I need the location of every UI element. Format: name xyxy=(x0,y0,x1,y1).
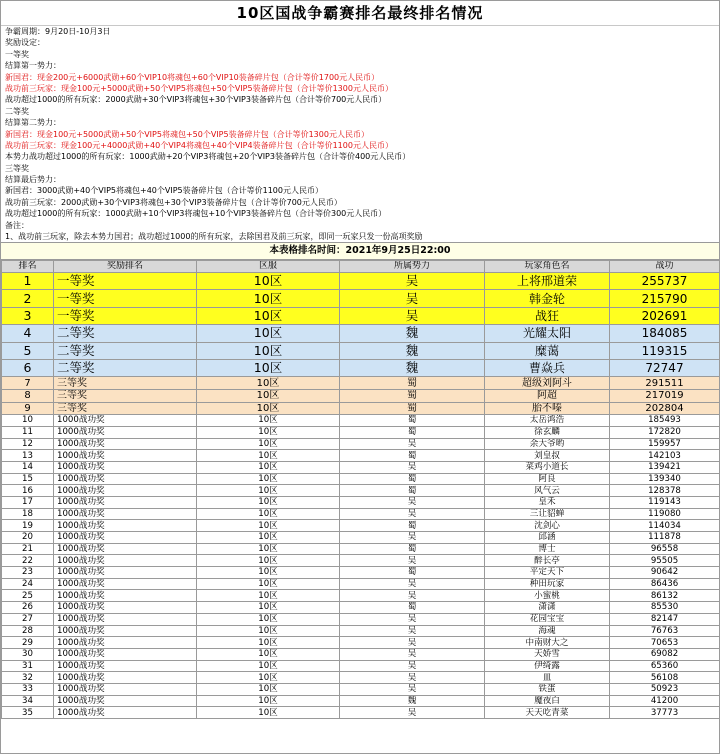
table-row xyxy=(2,695,720,707)
table-row xyxy=(2,555,720,567)
cell-server[interactable]: 10区 xyxy=(197,683,340,695)
cell-player-name[interactable]: 风气云 xyxy=(485,485,610,497)
cell-player-name[interactable]: 糜蔼 xyxy=(485,342,610,359)
cell-faction[interactable]: 吴 xyxy=(340,672,485,684)
cell-faction[interactable]: 吴 xyxy=(340,532,485,544)
cell-merit[interactable]: 202804 xyxy=(610,402,720,415)
cell-player-name[interactable]: 刘皇叔 xyxy=(485,450,610,462)
cell-award[interactable]: 1000战功奖 xyxy=(54,613,197,625)
cell-merit[interactable]: 184085 xyxy=(610,325,720,342)
cell-server[interactable]: 10区 xyxy=(197,508,340,520)
cell-server[interactable]: 10区 xyxy=(197,389,340,402)
cell-award[interactable]: 三等奖 xyxy=(54,377,197,390)
cell-faction[interactable]: 蜀 xyxy=(340,485,485,497)
note-line: 新国君：现金100元+5000武勋+50个VIP5将魂包+50个VIP5装备碎片包（合计等价1300元人民币） xyxy=(5,129,369,139)
cell-player-name[interactable]: 小蜜桃 xyxy=(485,590,610,602)
cell-player-name[interactable]: 菜鸡小道长 xyxy=(485,461,610,473)
cell-award[interactable]: 1000战功奖 xyxy=(54,461,197,473)
cell-rank[interactable]: 33 xyxy=(2,683,54,695)
note-line: 本势力战功超过1000的所有玩家：1000武勋+20个VIP3将魂包+20个VIP3装备碎片包（合计等价400元人民币） xyxy=(5,152,411,162)
cell-server[interactable]: 10区 xyxy=(197,555,340,567)
table-row xyxy=(2,637,720,649)
cell-faction[interactable]: 吴 xyxy=(340,637,485,649)
cell-faction[interactable]: 蜀 xyxy=(340,426,485,438)
cell-merit[interactable]: 139421 xyxy=(610,461,720,473)
cell-award[interactable]: 1000战功奖 xyxy=(54,508,197,520)
cell-server[interactable]: 10区 xyxy=(197,426,340,438)
cell-faction[interactable]: 蜀 xyxy=(340,602,485,614)
table-row xyxy=(2,672,720,684)
cell-server[interactable]: 10区 xyxy=(197,307,340,324)
cell-server[interactable]: 10区 xyxy=(197,496,340,508)
cell-rank[interactable]: 22 xyxy=(2,555,54,567)
table-row xyxy=(2,508,720,520)
cell-rank[interactable]: 5 xyxy=(2,342,54,359)
cell-faction[interactable]: 吴 xyxy=(340,590,485,602)
cell-award[interactable]: 一等奖 xyxy=(54,290,197,307)
cell-player-name[interactable]: 醉长亭 xyxy=(485,555,610,567)
cell-server[interactable]: 10区 xyxy=(197,273,340,290)
cell-server[interactable]: 10区 xyxy=(197,695,340,707)
cell-player-name[interactable]: 胎不嗪 xyxy=(485,402,610,415)
cell-server[interactable]: 10区 xyxy=(197,613,340,625)
cell-merit[interactable]: 72747 xyxy=(610,359,720,376)
cell-merit[interactable]: 172820 xyxy=(610,426,720,438)
cell-merit[interactable]: 215790 xyxy=(610,290,720,307)
cell-player-name[interactable]: 余大爷哟 xyxy=(485,438,610,450)
cell-rank[interactable]: 26 xyxy=(2,602,54,614)
table-row xyxy=(2,496,720,508)
cell-faction[interactable]: 吴 xyxy=(340,707,485,719)
cell-award[interactable]: 1000战功奖 xyxy=(54,602,197,614)
cell-merit[interactable]: 41200 xyxy=(610,695,720,707)
cell-rank[interactable]: 28 xyxy=(2,625,54,637)
cell-merit[interactable]: 255737 xyxy=(610,273,720,290)
cell-faction[interactable]: 魏 xyxy=(340,342,485,359)
cell-server[interactable]: 10区 xyxy=(197,342,340,359)
table-row xyxy=(2,342,720,359)
cell-merit[interactable]: 114034 xyxy=(610,520,720,532)
cell-award[interactable]: 三等奖 xyxy=(54,389,197,402)
cell-merit[interactable]: 82147 xyxy=(610,613,720,625)
cell-faction[interactable]: 吴 xyxy=(340,555,485,567)
note-line: 备注： xyxy=(5,220,29,230)
cell-merit[interactable]: 65360 xyxy=(610,660,720,672)
cell-merit[interactable]: 86132 xyxy=(610,590,720,602)
table-row xyxy=(2,543,720,555)
cell-player-name[interactable]: 光耀太阳 xyxy=(485,325,610,342)
table-row xyxy=(2,389,720,402)
cell-faction[interactable]: 吴 xyxy=(340,508,485,520)
cell-award[interactable]: 1000战功奖 xyxy=(54,520,197,532)
cell-merit[interactable]: 76763 xyxy=(610,625,720,637)
column-header-award[interactable]: 奖励排名 xyxy=(54,261,197,273)
cell-faction[interactable]: 魏 xyxy=(340,325,485,342)
note-line: 结算最后势力： xyxy=(5,175,61,185)
note-line: 奖励设定： xyxy=(5,38,45,48)
note-line: 战功前三玩家：现金100元+5000武勋+50个VIP5将魂包+50个VIP5装备碎片包（合计等价1300元人民币） xyxy=(5,83,393,93)
cell-award[interactable]: 1000战功奖 xyxy=(54,625,197,637)
cell-rank[interactable]: 29 xyxy=(2,637,54,649)
cell-merit[interactable]: 96558 xyxy=(610,543,720,555)
column-header-player-name[interactable]: 玩家角色名 xyxy=(485,261,610,273)
note-line: 战功前三玩家：现金100元+4000武勋+40个VIP4将魂包+40个VIP4装备碎片包（合计等价1100元人民币） xyxy=(5,140,393,150)
cell-award[interactable]: 二等奖 xyxy=(54,325,197,342)
cell-rank[interactable]: 32 xyxy=(2,672,54,684)
cell-player-name[interactable]: 太岳鸿浩 xyxy=(485,415,610,427)
cell-award[interactable]: 1000战功奖 xyxy=(54,578,197,590)
table-row xyxy=(2,532,720,544)
table-row xyxy=(2,359,720,376)
cell-player-name[interactable]: 海魂 xyxy=(485,625,610,637)
table-row xyxy=(2,461,720,473)
cell-player-name[interactable]: 曹焱兵 xyxy=(485,359,610,376)
cell-award[interactable]: 1000战功奖 xyxy=(54,660,197,672)
cell-player-name[interactable]: 潇潇 xyxy=(485,602,610,614)
cell-rank[interactable]: 19 xyxy=(2,520,54,532)
cell-server[interactable]: 10区 xyxy=(197,402,340,415)
cell-award[interactable]: 三等奖 xyxy=(54,402,197,415)
cell-award[interactable]: 1000战功奖 xyxy=(54,590,197,602)
cell-rank[interactable]: 12 xyxy=(2,438,54,450)
table-row xyxy=(2,683,720,695)
table-row xyxy=(2,660,720,672)
cell-award[interactable]: 1000战功奖 xyxy=(54,496,197,508)
cell-rank[interactable]: 15 xyxy=(2,473,54,485)
note-line: 1、战功前三玩家，除去本势力国君；战功超过1000的所有玩家，去除国君及前三玩家，即同一玩家只发一份高项奖励 xyxy=(5,232,423,242)
cell-server[interactable]: 10区 xyxy=(197,485,340,497)
cell-merit[interactable]: 85530 xyxy=(610,602,720,614)
cell-faction[interactable]: 蜀 xyxy=(340,377,485,390)
cell-merit[interactable]: 119143 xyxy=(610,496,720,508)
table-row xyxy=(2,648,720,660)
table-row xyxy=(2,485,720,497)
cell-rank[interactable]: 8 xyxy=(2,389,54,402)
note-line: 结算第一势力： xyxy=(5,61,61,71)
cell-player-name[interactable]: 中南财大之 xyxy=(485,637,610,649)
cell-player-name[interactable]: 阿良 xyxy=(485,473,610,485)
cell-faction[interactable]: 吴 xyxy=(340,461,485,473)
cell-rank[interactable]: 6 xyxy=(2,359,54,376)
cell-player-name[interactable]: 天娇雪 xyxy=(485,648,610,660)
cell-server[interactable]: 10区 xyxy=(197,359,340,376)
cell-rank[interactable]: 7 xyxy=(2,377,54,390)
cell-player-name[interactable]: 魔夜白 xyxy=(485,695,610,707)
table-row xyxy=(2,520,720,532)
cell-player-name[interactable]: 博士 xyxy=(485,543,610,555)
cell-merit[interactable]: 111878 xyxy=(610,532,720,544)
cell-rank[interactable]: 11 xyxy=(2,426,54,438)
cell-rank[interactable]: 21 xyxy=(2,543,54,555)
cell-server[interactable]: 10区 xyxy=(197,532,340,544)
cell-faction[interactable]: 蜀 xyxy=(340,567,485,579)
cell-rank[interactable]: 35 xyxy=(2,707,54,719)
table-row xyxy=(2,377,720,390)
cell-rank[interactable]: 14 xyxy=(2,461,54,473)
table-row xyxy=(2,602,720,614)
cell-merit[interactable]: 128378 xyxy=(610,485,720,497)
cell-server[interactable]: 10区 xyxy=(197,660,340,672)
cell-award[interactable]: 1000战功奖 xyxy=(54,485,197,497)
cell-player-name[interactable]: 战狂 xyxy=(485,307,610,324)
cell-faction[interactable]: 吴 xyxy=(340,273,485,290)
cell-player-name[interactable]: 皇禾 xyxy=(485,496,610,508)
cell-award[interactable]: 一等奖 xyxy=(54,273,197,290)
cell-rank[interactable]: 4 xyxy=(2,325,54,342)
cell-award[interactable]: 1000战功奖 xyxy=(54,438,197,450)
note-line: 争霸周期：9月20日-10月3日 xyxy=(5,27,111,36)
cell-merit[interactable]: 291511 xyxy=(610,377,720,390)
note-line: 新国君：3000武勋+40个VIP5将魂包+40个VIP5装备碎片包（合计等价1100元人民币） xyxy=(5,186,323,196)
table-row xyxy=(2,325,720,342)
cell-rank[interactable]: 31 xyxy=(2,660,54,672)
cell-faction[interactable]: 魏 xyxy=(340,359,485,376)
table-row xyxy=(2,473,720,485)
cell-server[interactable]: 10区 xyxy=(197,461,340,473)
cell-award[interactable]: 二等奖 xyxy=(54,359,197,376)
cell-merit[interactable]: 37773 xyxy=(610,707,720,719)
cell-server[interactable]: 10区 xyxy=(197,415,340,427)
cell-player-name[interactable]: 沈剑心 xyxy=(485,520,610,532)
cell-award[interactable]: 1000战功奖 xyxy=(54,415,197,427)
cell-rank[interactable]: 30 xyxy=(2,648,54,660)
cell-award[interactable]: 1000战功奖 xyxy=(54,532,197,544)
cell-award[interactable]: 1000战功奖 xyxy=(54,450,197,462)
cell-faction[interactable]: 吴 xyxy=(340,648,485,660)
cell-faction[interactable]: 吴 xyxy=(340,290,485,307)
cell-faction[interactable]: 蜀 xyxy=(340,520,485,532)
table-row xyxy=(2,613,720,625)
cell-rank[interactable]: 34 xyxy=(2,695,54,707)
cell-player-name[interactable]: 铁蛋 xyxy=(485,683,610,695)
cell-merit[interactable]: 70653 xyxy=(610,637,720,649)
cell-award[interactable]: 1000战功奖 xyxy=(54,707,197,719)
table-row xyxy=(2,450,720,462)
cell-rank[interactable]: 27 xyxy=(2,613,54,625)
table-row xyxy=(2,578,720,590)
cell-faction[interactable]: 蜀 xyxy=(340,543,485,555)
cell-server[interactable]: 10区 xyxy=(197,325,340,342)
cell-server[interactable]: 10区 xyxy=(197,637,340,649)
cell-player-name[interactable]: 上将邢道荣 xyxy=(485,273,610,290)
table-header-row xyxy=(2,261,720,273)
table-row xyxy=(2,625,720,637)
cell-server[interactable]: 10区 xyxy=(197,672,340,684)
cell-player-name[interactable]: 伊绮露 xyxy=(485,660,610,672)
cell-player-name[interactable]: 徐玄麟 xyxy=(485,426,610,438)
cell-rank[interactable]: 2 xyxy=(2,290,54,307)
cell-award[interactable]: 1000战功奖 xyxy=(54,672,197,684)
note-line: 战功超过1000的所有玩家：1000武勋+10个VIP3将魂包+10个VIP3装备碎片包（合计等价300元人民币） xyxy=(5,209,387,219)
cell-award[interactable]: 二等奖 xyxy=(54,342,197,359)
page-title: 10区国战争霸赛排名最终排名情况 xyxy=(1,1,719,26)
cell-player-name[interactable]: 种田玩家 xyxy=(485,578,610,590)
cell-rank[interactable]: 9 xyxy=(2,402,54,415)
cell-rank[interactable]: 24 xyxy=(2,578,54,590)
cell-server[interactable]: 10区 xyxy=(197,438,340,450)
cell-player-name[interactable]: 邱涵 xyxy=(485,532,610,544)
cell-faction[interactable]: 蜀 xyxy=(340,473,485,485)
cell-merit[interactable]: 159957 xyxy=(610,438,720,450)
cell-merit[interactable]: 142103 xyxy=(610,450,720,462)
cell-award[interactable]: 1000战功奖 xyxy=(54,695,197,707)
cell-faction[interactable]: 吴 xyxy=(340,683,485,695)
note-line: 二等奖 xyxy=(5,106,29,116)
cell-faction[interactable]: 吴 xyxy=(340,496,485,508)
cell-server[interactable]: 10区 xyxy=(197,543,340,555)
cell-rank[interactable]: 20 xyxy=(2,532,54,544)
rules-notes xyxy=(1,26,719,242)
cell-player-name[interactable]: 平定天下 xyxy=(485,567,610,579)
cell-merit[interactable]: 139340 xyxy=(610,473,720,485)
cell-merit[interactable]: 90642 xyxy=(610,567,720,579)
cell-award[interactable]: 1000战功奖 xyxy=(54,555,197,567)
table-row xyxy=(2,438,720,450)
cell-award[interactable]: 1000战功奖 xyxy=(54,543,197,555)
cell-faction[interactable]: 吴 xyxy=(340,438,485,450)
cell-award[interactable]: 一等奖 xyxy=(54,307,197,324)
cell-merit[interactable]: 86436 xyxy=(610,578,720,590)
cell-rank[interactable]: 16 xyxy=(2,485,54,497)
table-row xyxy=(2,273,720,290)
cell-server[interactable]: 10区 xyxy=(197,590,340,602)
cell-merit[interactable]: 69082 xyxy=(610,648,720,660)
note-line: 结算第二势力： xyxy=(5,118,61,128)
cell-player-name[interactable]: 韩金轮 xyxy=(485,290,610,307)
cell-faction[interactable]: 魏 xyxy=(340,695,485,707)
cell-server[interactable]: 10区 xyxy=(197,450,340,462)
cell-award[interactable]: 1000战功奖 xyxy=(54,637,197,649)
cell-merit[interactable]: 119315 xyxy=(610,342,720,359)
cell-server[interactable]: 10区 xyxy=(197,602,340,614)
table-row xyxy=(2,707,720,719)
cell-server[interactable]: 10区 xyxy=(197,648,340,660)
cell-server[interactable]: 10区 xyxy=(197,473,340,485)
ranking-time-banner: 本表格排名时间：2021年9月25日22:00 xyxy=(1,242,719,260)
cell-merit[interactable]: 202691 xyxy=(610,307,720,324)
cell-merit[interactable]: 56108 xyxy=(610,672,720,684)
cell-award[interactable]: 1000战功奖 xyxy=(54,426,197,438)
table-row xyxy=(2,415,720,427)
cell-award[interactable]: 1000战功奖 xyxy=(54,567,197,579)
cell-rank[interactable]: 17 xyxy=(2,496,54,508)
cell-server[interactable]: 10区 xyxy=(197,520,340,532)
cell-award[interactable]: 1000战功奖 xyxy=(54,473,197,485)
cell-server[interactable]: 10区 xyxy=(197,625,340,637)
cell-merit[interactable]: 185493 xyxy=(610,415,720,427)
cell-merit[interactable]: 217019 xyxy=(610,389,720,402)
cell-player-name[interactable]: 超级刘阿斗 xyxy=(485,377,610,390)
cell-rank[interactable]: 18 xyxy=(2,508,54,520)
cell-faction[interactable]: 蜀 xyxy=(340,389,485,402)
table-row xyxy=(2,426,720,438)
table-row xyxy=(2,402,720,415)
note-line: 战功前三玩家：2000武勋+30个VIP3将魂包+30个VIP3装备碎片包（合计等价700元人民币） xyxy=(5,197,342,207)
table-row xyxy=(2,567,720,579)
cell-server[interactable]: 10区 xyxy=(197,290,340,307)
cell-faction[interactable]: 吴 xyxy=(340,625,485,637)
note-line: 战功超过1000的所有玩家：2000武勋+30个VIP3将魂包+30个VIP3装备碎片包（合计等价700元人民币） xyxy=(5,95,387,105)
cell-rank[interactable]: 1 xyxy=(2,273,54,290)
table-row xyxy=(2,590,720,602)
note-line: 一等奖 xyxy=(5,49,29,59)
column-header-faction[interactable]: 所属势力 xyxy=(340,261,485,273)
cell-faction[interactable]: 蜀 xyxy=(340,402,485,415)
cell-merit[interactable]: 50923 xyxy=(610,683,720,695)
cell-player-name[interactable]: 花园宝宝 xyxy=(485,613,610,625)
column-header-rank[interactable]: 排名 xyxy=(2,261,54,273)
table-row xyxy=(2,307,720,324)
cell-server[interactable]: 10区 xyxy=(197,377,340,390)
cell-merit[interactable]: 119080 xyxy=(610,508,720,520)
cell-faction[interactable]: 蜀 xyxy=(340,415,485,427)
cell-merit[interactable]: 95505 xyxy=(610,555,720,567)
cell-player-name[interactable]: 三让貂蝉 xyxy=(485,508,610,520)
cell-player-name[interactable]: 天天吃青菜 xyxy=(485,707,610,719)
cell-server[interactable]: 10区 xyxy=(197,707,340,719)
ranking-table xyxy=(1,260,720,719)
cell-server[interactable]: 10区 xyxy=(197,578,340,590)
cell-rank[interactable]: 23 xyxy=(2,567,54,579)
cell-rank[interactable]: 10 xyxy=(2,415,54,427)
cell-faction[interactable]: 吴 xyxy=(340,307,485,324)
cell-faction[interactable]: 吴 xyxy=(340,613,485,625)
cell-faction[interactable]: 吴 xyxy=(340,660,485,672)
cell-rank[interactable]: 25 xyxy=(2,590,54,602)
cell-rank[interactable]: 13 xyxy=(2,450,54,462)
cell-rank[interactable]: 3 xyxy=(2,307,54,324)
cell-award[interactable]: 1000战功奖 xyxy=(54,648,197,660)
cell-player-name[interactable]: 阿超 xyxy=(485,389,610,402)
cell-player-name[interactable]: 皿 xyxy=(485,672,610,684)
cell-server[interactable]: 10区 xyxy=(197,567,340,579)
cell-faction[interactable]: 吴 xyxy=(340,578,485,590)
cell-faction[interactable]: 蜀 xyxy=(340,450,485,462)
column-header-merit[interactable]: 战功 xyxy=(610,261,720,273)
cell-award[interactable]: 1000战功奖 xyxy=(54,683,197,695)
note-line: 新国君：现金200元+6000武勋+60个VIP10将魂包+60个VIP10装备碎片包（合计等价1700元人民币） xyxy=(5,72,380,82)
table-row xyxy=(2,290,720,307)
note-line: 三等奖 xyxy=(5,163,29,173)
column-header-server[interactable]: 区服 xyxy=(197,261,340,273)
